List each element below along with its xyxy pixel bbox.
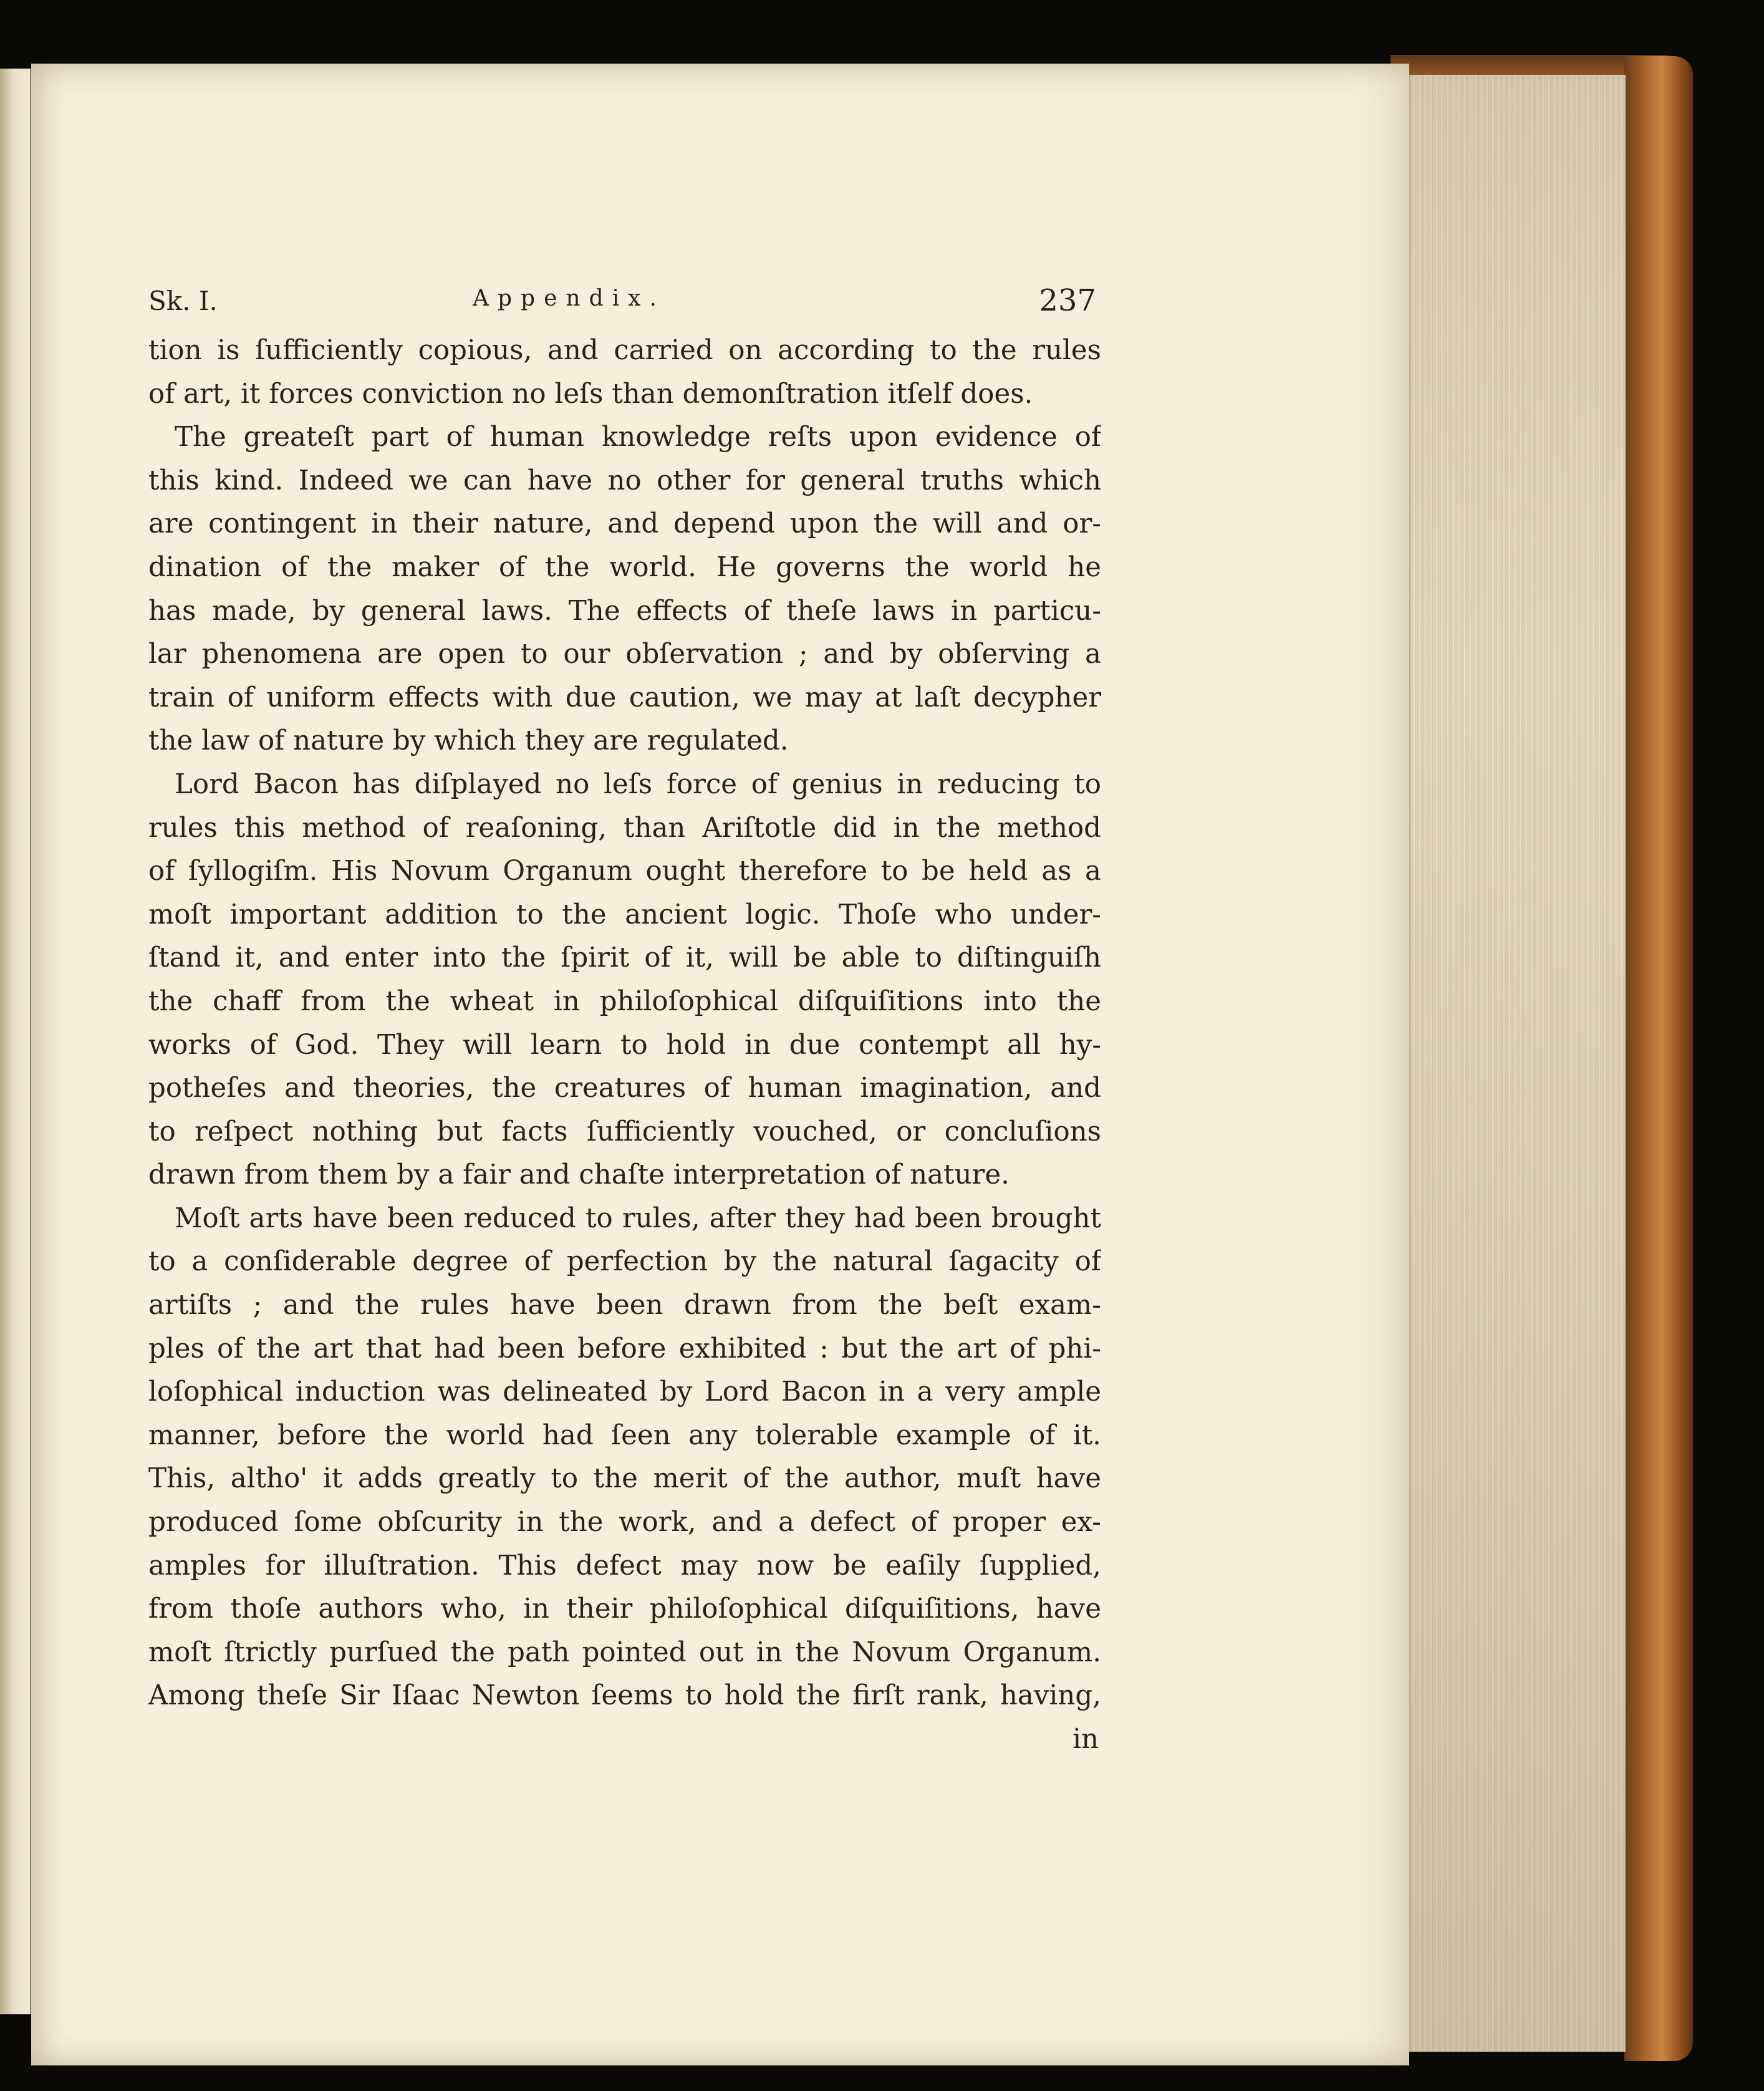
text-line: produced ſome obſcurity in the work, and a defect of proper ex- (148, 1507, 1101, 1538)
page-text-block (148, 279, 1101, 1762)
text-line: ples of the art that had been before exhibited : but the art of phi- (148, 1333, 1101, 1364)
previous-page-edge (0, 69, 31, 2014)
text-line: from thoſe authors who, in their philoſophical diſquiſitions, have (148, 1593, 1101, 1625)
text-line: The greateſt part of human knowledge reſts upon evidence of (175, 422, 1101, 453)
text-line: This, altho' it adds greatly to the merit of the author, muſt have (148, 1463, 1101, 1495)
text-line: dination of the maker of the world. He governs the world he (148, 551, 1101, 583)
text-line: Moſt arts have been reduced to rules, after they had been brought (175, 1202, 1101, 1234)
text-line: lar phenomena are open to our obſervation ; and by obſerving a (148, 639, 1101, 670)
text-line: manner, before the world had ſeen any tolerable example of it. (148, 1419, 1101, 1451)
text-line: this kind. Indeed we can have no other for general truths which (148, 465, 1101, 496)
text-line: ſtand it, and enter into the ſpirit of it, will be able to diſtinguiſh (148, 942, 1101, 974)
page-number: 237 (1039, 283, 1096, 318)
catchword: in (1072, 1724, 1099, 1755)
text-line: artiſts ; and the rules have been drawn from the beſt exam- (148, 1290, 1101, 1321)
text-line: the chaff from the wheat in philoſophical diſquiſitions into the (148, 985, 1101, 1017)
text-line: tion is ſufficiently copious, and carried on according to the rules (148, 335, 1101, 366)
running-header (148, 279, 1101, 329)
text-line: moſt ſtrictly purſued the path pointed out in the Novum Organum. (148, 1636, 1101, 1668)
leather-binding (1624, 56, 1693, 2061)
text-line: train of uniform effects with due caution, we may at laſt decypher (148, 682, 1101, 713)
text-line: to a conſiderable degree of perfection by the natural ſagacity of (148, 1246, 1101, 1278)
text-line: rules this method of reaſoning, than Ariſtotle did in the method (148, 812, 1101, 844)
body-text (148, 329, 1101, 1718)
text-line: loſophical induction was delineated by Lord Bacon in a very ample (148, 1376, 1101, 1408)
text-line: amples for illuſtration. This defect may now be eaſily ſupplied, (148, 1550, 1101, 1582)
text-line: works of God. They will learn to hold in due contempt all hy- (148, 1029, 1101, 1061)
text-line: has made, by general laws. The effects of theſe laws in particu- (148, 595, 1101, 627)
text-line: to reſpect nothing but facts ſufficiently vouched, or concluſions (148, 1116, 1101, 1147)
text-line: Lord Bacon has diſplayed no leſs force of genius in reducing to (175, 768, 1101, 800)
section-label: Sk. I. (148, 286, 218, 316)
text-line: are contingent in their nature, and depend upon the will and or- (148, 508, 1101, 540)
text-line: potheſes and theories, the creatures of human imagination, and (148, 1073, 1101, 1104)
text-line: the law of nature by which they are regulated. (148, 725, 789, 757)
text-line: Among theſe Sir Iſaac Newton ſeems to hold the firſt rank, having, (148, 1680, 1101, 1712)
text-line: moſt important addition to the ancient logic. Thoſe who under- (148, 899, 1101, 930)
text-line: of ſyllogiſm. His Novum Organum ought therefore to be held as a (148, 856, 1101, 887)
text-line: of art, it forces conviction no leſs than demonſtration itſelf does. (148, 378, 1033, 410)
running-title: Appendix. (473, 286, 665, 311)
page-block-fore-edge (1409, 75, 1626, 2052)
text-line: drawn from them by a fair and chaſte interpretation of nature. (148, 1159, 1010, 1191)
